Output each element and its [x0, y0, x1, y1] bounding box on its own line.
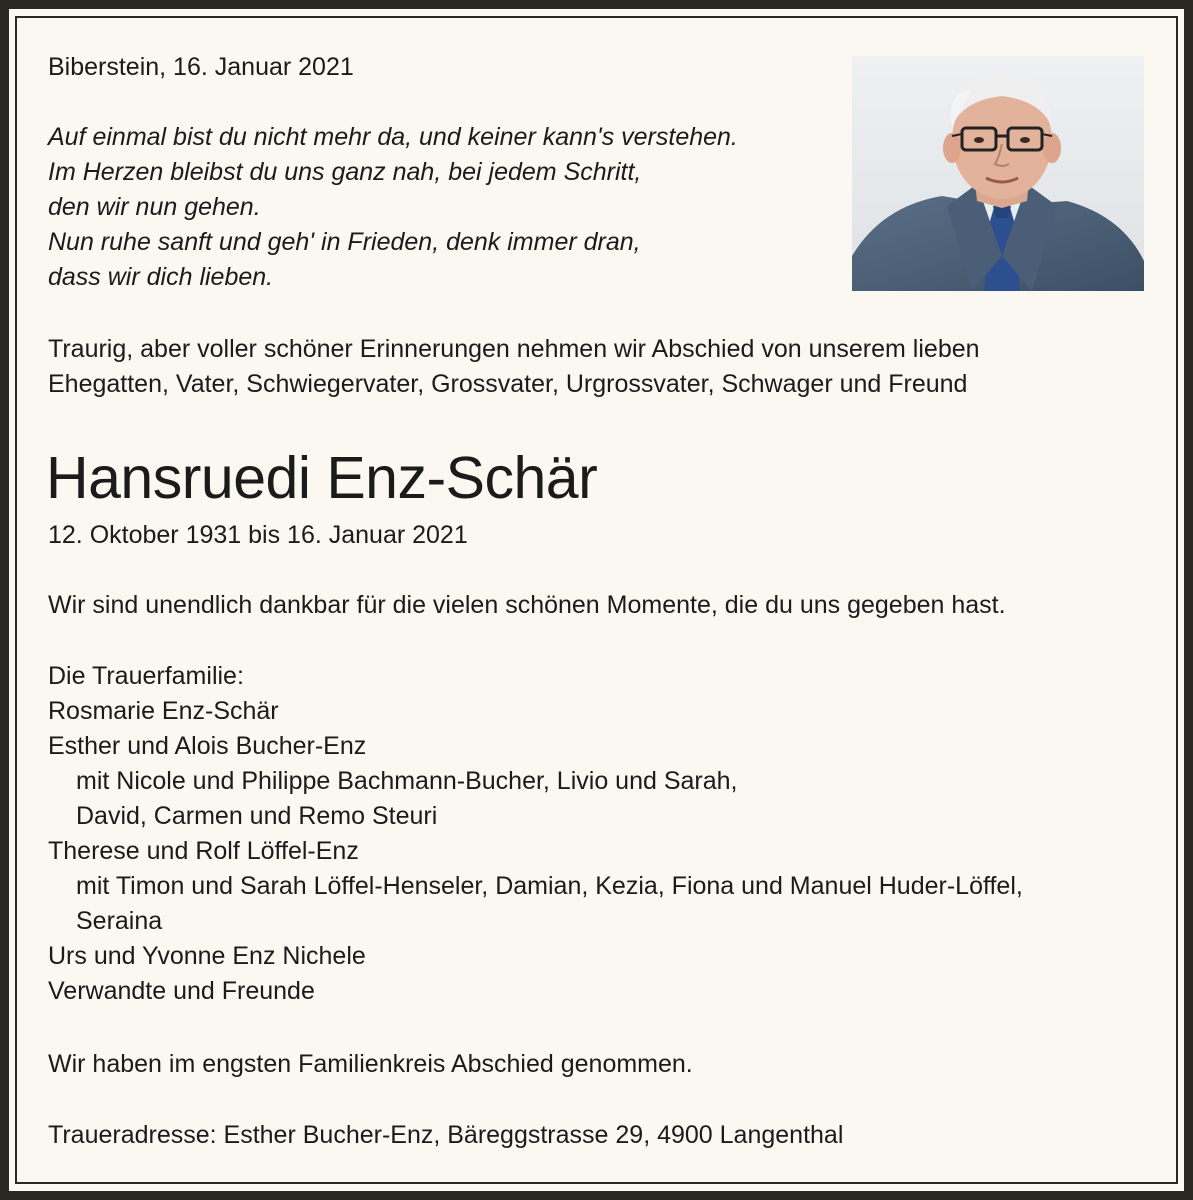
deceased-name: Hansruedi Enz-Schär	[46, 445, 598, 511]
family-member-sub: mit Timon und Sarah Löffel-Henseler, Damian, Kezia, Fiona und Manuel Huder-Löffel,	[76, 872, 1023, 900]
place-date: Biberstein, 16. Januar 2021	[48, 53, 354, 81]
portrait-photo	[852, 56, 1144, 291]
mourning-address: Traueradresse: Esther Bucher-Enz, Bäreggstrasse 29, 4900 Langenthal	[48, 1121, 844, 1149]
family-member: Therese und Rolf Löffel-Enz	[48, 837, 359, 865]
poem-line: Auf einmal bist du nicht mehr da, und keiner kann's verstehen.	[48, 123, 738, 151]
family-member: Esther und Alois Bucher-Enz	[48, 732, 367, 760]
poem	[48, 120, 738, 295]
poem-line: Nun ruhe sanft und geh' in Frieden, denk immer dran,	[48, 228, 641, 256]
family-member: Rosmarie Enz-Schär	[48, 697, 279, 725]
family-member-sub: mit Nicole und Philippe Bachmann-Bucher, Livio und Sarah,	[76, 767, 738, 795]
family-member: Urs und Yvonne Enz Nichele	[48, 942, 366, 970]
family-member-sub: Seraina	[76, 907, 163, 935]
poem-line: Im Herzen bleibst du uns ganz nah, bei jedem Schritt,	[48, 158, 642, 186]
intro-line: Traurig, aber voller schöner Erinnerungen nehmen wir Abschied von unserem lieben	[48, 335, 980, 363]
family-heading: Die Trauerfamilie:	[48, 662, 244, 690]
life-dates: 12. Oktober 1931 bis 16. Januar 2021	[48, 521, 468, 549]
farewell-note: Wir haben im engsten Familienkreis Abschied genommen.	[48, 1050, 693, 1078]
intro-text	[48, 332, 980, 402]
intro-line: Ehegatten, Vater, Schwiegervater, Grossvater, Urgrossvater, Schwager und Freund	[48, 370, 968, 398]
gratitude-text: Wir sind unendlich dankbar für die vielen schönen Momente, die du uns gegeben hast.	[48, 591, 1006, 619]
family-member-sub: David, Carmen und Remo Steuri	[76, 802, 438, 830]
poem-line: dass wir dich lieben.	[48, 263, 274, 291]
family-member: Verwandte und Freunde	[48, 977, 315, 1005]
poem-line: den wir nun gehen.	[48, 193, 261, 221]
family-list	[48, 659, 1023, 1009]
